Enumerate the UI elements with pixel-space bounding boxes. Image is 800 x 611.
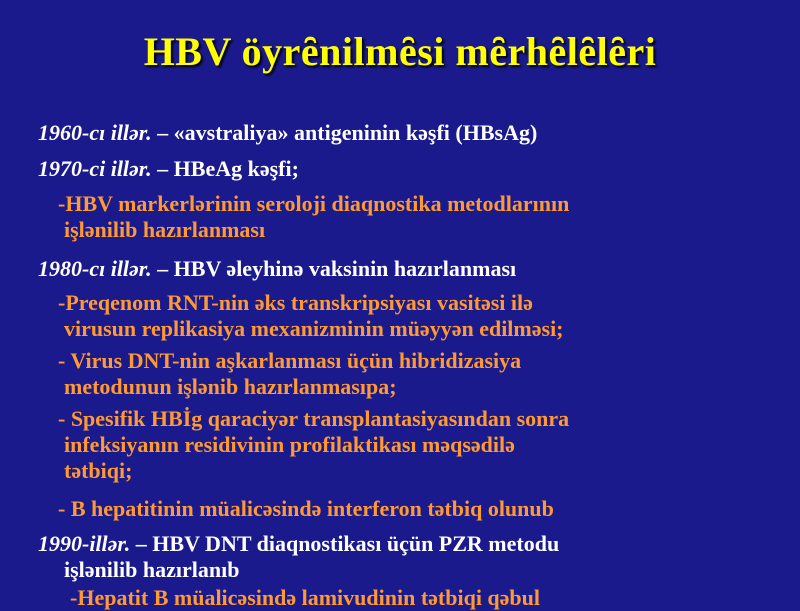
line-pregenom: -Preqenom RNT-nin əks transkripsiyası vasitəsi ilə bbox=[58, 290, 533, 315]
line-1990 bbox=[38, 531, 559, 557]
slide-title: HBV öyrȇnilmȇsi mȇrhȇlȇlȇri bbox=[143, 29, 657, 74]
line-text: – «avstraliya» antigeninin kəşfi (HBsAg) bbox=[157, 120, 538, 145]
line-text: – HBeAg kəşfi; bbox=[157, 156, 299, 181]
line-lamivudin: -Hepatit B müalicəsində lamivudinin tətbiqi qəbul bbox=[70, 585, 541, 610]
line-pregenom-cont: virusun replikasiya mexanizminin müəyyən edilməsi; bbox=[64, 316, 564, 341]
line-1960 bbox=[38, 120, 537, 146]
year-label: 1960-cı illər. bbox=[38, 120, 152, 145]
line-1980 bbox=[38, 256, 516, 282]
year-label: 1990-illər. bbox=[38, 531, 131, 556]
line-text: – HBV əleyhinə vaksinin hazırlanması bbox=[157, 256, 517, 281]
line-text: – HBV DNT diaqnostikası üçün PZR metodu bbox=[135, 531, 560, 556]
line-hbig-cont2: tətbiqi; bbox=[64, 458, 133, 483]
line-dnt: - Virus DNT-nin aşkarlanması üçün hibridizasiya bbox=[58, 348, 522, 373]
line-hbv-markers: -HBV markerlərinin seroloji diaqnostika metodlarının bbox=[58, 191, 570, 216]
line-interferon: - B hepatitinin müalicəsində interferon tətbiq olunub bbox=[58, 496, 554, 521]
line-hbv-markers-cont: işlənilib hazırlanması bbox=[64, 217, 266, 242]
year-label: 1970-ci illər. bbox=[38, 156, 152, 181]
line-hbig-cont: infeksiyanın residivinin profilaktikası məqsədilə bbox=[64, 432, 515, 457]
line-hbig: - Spesifik HBİg qaraciyər transplantasiyasından sonra bbox=[58, 406, 570, 431]
line-dnt-cont: metodunun işlənib hazırlanmasıpa; bbox=[64, 374, 397, 399]
line-1970 bbox=[38, 156, 299, 182]
line-1990-cont: işlənilib hazırlanıb bbox=[64, 557, 240, 582]
year-label: 1980-cı illər. bbox=[38, 256, 152, 281]
